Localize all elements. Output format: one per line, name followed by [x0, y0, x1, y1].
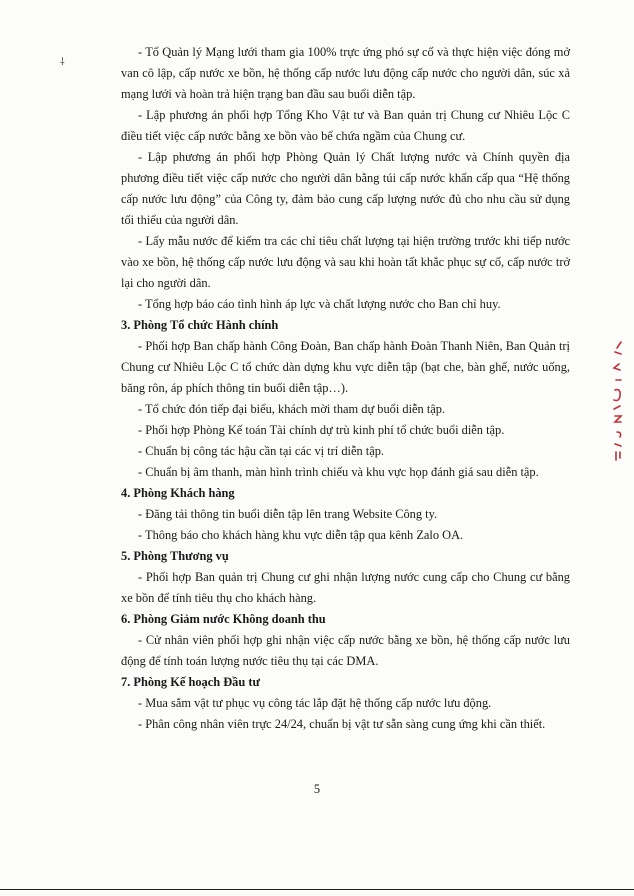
paragraph: - Lập phương án phối hợp Phòng Quản lý Chất lượng nước và Chính quyền địa phương điều tiết việc cấp nước cho người dân bằng túi cấp nước khẩn cấp qua “Hệ thống cấp nước lưu động” của Công ty, đảm bảo cung cấp lượng nước đủ cho nhu cầu sử dụng tối thiểu của người dân.: [121, 150, 570, 227]
scan-mark: ⸸: [60, 57, 65, 68]
paragraph: - Lập phương án phối hợp Tổng Kho Vật tư và Ban quản trị Chung cư Nhiêu Lộc C điều tiết việc cấp nước bằng xe bồn vào bể chứa ngầm của Chung cư.: [121, 108, 570, 143]
paragraph: - Lấy mẫu nước để kiểm tra các chỉ tiêu chất lượng tại hiện trường trước khi tiếp nước vào xe bồn, hệ thống cấp nước lưu động và sau khi hoàn tất khắc phục sự cố, cấp nước trở lại cho người dân.: [121, 234, 570, 290]
paragraph: - Cử nhân viên phối hợp ghi nhận việc cấp nước bằng xe bồn, hệ thống cấp nước lưu động để tính toán lượng nước tiêu thụ tại các DMA.: [121, 633, 570, 668]
section-heading: 4. Phòng Khách hàng: [121, 486, 235, 500]
paragraph: - Phối hợp Ban quản trị Chung cư ghi nhận lượng nước cung cấp cho Chung cư bằng xe bồn để tính tiêu thụ cho khách hàng.: [121, 570, 570, 605]
paragraph: - Tổ chức đón tiếp đại biểu, khách mời tham dự buổi diễn tập.: [138, 402, 446, 416]
paragraph: - Phân công nhân viên trực 24/24, chuẩn bị vật tư sẵn sàng cung ứng khi cần thiết.: [138, 717, 546, 731]
paragraph: - Đăng tải thông tin buổi diễn tập lên trang Website Công ty.: [138, 507, 438, 521]
paragraph: - Chuẩn bị âm thanh, màn hình trình chiếu và khu vực họp đánh giá sau diễn tập.: [138, 465, 539, 479]
paragraph: - Mua sắm vật tư phục vụ công tác lắp đặt hệ thống cấp nước lưu động.: [138, 696, 492, 710]
document-body: [121, 42, 570, 735]
section-heading: 6. Phòng Giảm nước Không doanh thu: [121, 612, 326, 626]
bottom-edge-line: [0, 889, 634, 890]
section-heading: 7. Phòng Kế hoạch Đầu tư: [121, 675, 260, 689]
paragraph: - Tổ Quản lý Mạng lưới tham gia 100% trực ứng phó sự cố và thực hiện việc đóng mở van cô lập, cấp nước xe bồn, hệ thống cấp nước lưu động cấp nước cho người dân, súc xả mạng lưới và hoàn trả hiện trạng ban đầu sau buổi diễn tập.: [121, 45, 570, 101]
paragraph: - Tổng hợp báo cáo tình hình áp lực và chất lượng nước cho Ban chỉ huy.: [138, 297, 501, 311]
section-heading: 5. Phòng Thương vụ: [121, 549, 229, 563]
paragraph: - Chuẩn bị công tác hậu cần tại các vị trí diễn tập.: [138, 444, 384, 458]
page-number: 5: [313, 782, 321, 796]
paragraph: - Phối hợp Phòng Kế toán Tài chính dự trù kinh phí tổ chức buổi diễn tập.: [138, 423, 505, 437]
paragraph: - Phối hợp Ban chấp hành Công Đoàn, Ban chấp hành Đoàn Thanh Niên, Ban Quản trị Chung cư Nhiêu Lộc C tổ chức dàn dựng khu vực diễn tập (bạt che, bàn ghế, nước uống, băng rôn, áp phích thông tin buổi diễn tập…).: [121, 339, 570, 395]
red-stamp-edge-mark: [607, 340, 627, 470]
section-heading: 3. Phòng Tổ chức Hành chính: [121, 318, 279, 332]
paragraph: - Thông báo cho khách hàng khu vực diễn tập qua kênh Zalo OA.: [138, 528, 464, 542]
